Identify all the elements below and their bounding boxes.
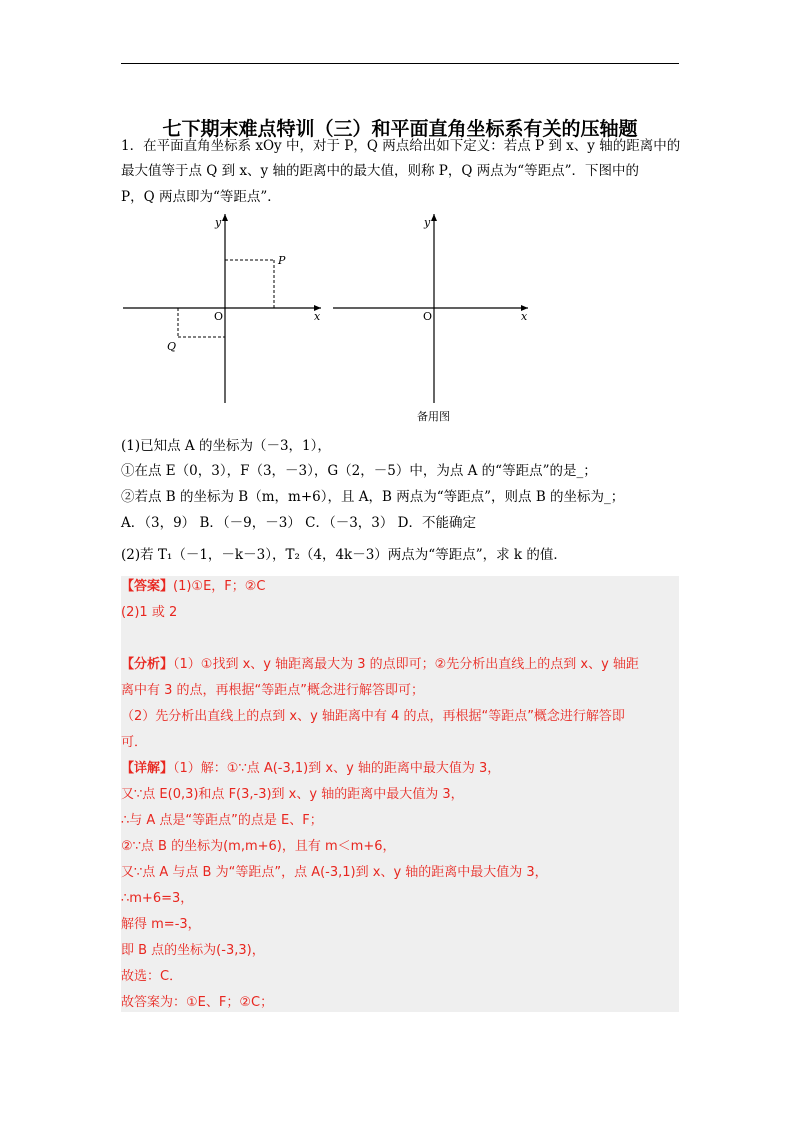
page-title: 七下期末难点特训（三）和平面直角坐标系有关的压轴题 [162, 118, 638, 140]
detail-line-5: 又∵点 A 与点 B 为“等距点”，点 A(-3,1)到 x、y 轴的距离中最大值为 3， [121, 865, 548, 880]
right-origin-label: O [423, 310, 433, 323]
coordinate-figures [121, 210, 541, 425]
answer-part-1: (1)①E，F；②C [173, 579, 266, 594]
detail-line-9: 故选：C． [121, 969, 183, 984]
left-coordinate-plane [123, 214, 321, 403]
answer-part-2: (2)1 或 2 [121, 605, 178, 620]
detail-line-1: 【详解】（1）解：①∵点 A(-3,1)到 x、y 轴的距离中最大值为 3， [121, 761, 501, 776]
part-1-stem: (1)已知点 A 的坐标为（－3，1）， [121, 438, 331, 454]
header-rule [121, 63, 679, 64]
analysis-tag: 【分析】 [121, 657, 174, 672]
detail-tag: 【详解】 [121, 761, 174, 776]
right-x-label: x [521, 310, 528, 323]
q-label: Q [167, 340, 177, 353]
left-y-label: y [215, 216, 222, 229]
spare-figure-caption: 备用图 [417, 410, 450, 423]
detail-line-7: 解得 m=-3， [121, 917, 201, 932]
analysis-line-4: 可． [121, 735, 148, 750]
question-intro-line-2: 最大值等于点 Q 到 x、y 轴的距离中的最大值，则称 P，Q 两点为“等距点”．下图中的 [121, 163, 640, 179]
analysis-line-1: 【分析】（1）①找到 x、y 轴距离最大为 3 的点即可；②先分析出直线上的点到 x、y 轴距 [121, 657, 639, 672]
answer-tag: 【答案】 [121, 579, 174, 594]
right-y-arrow [431, 214, 437, 221]
left-origin-label: O [214, 310, 224, 323]
analysis-line-2: 离中有 3 的点，再根据“等距点”概念进行解答即可； [121, 683, 425, 698]
detail-line-10: 故答案为：①E、F；②C； [121, 995, 274, 1010]
part-2-stem: (2)若 T₁（－1，－k－3），T₂（4，4k－3）两点为“等距点”，求 k 的值． [121, 547, 567, 563]
choice-options: A．（3，9） B．（－9，－3） C．（－3，3） D．不能确定 [121, 515, 476, 531]
detail-line-6: ∴m+6=3， [121, 891, 194, 906]
detail-line-8: 即 B 点的坐标为(-3,3)， [121, 943, 265, 958]
detail-line-4: ②∵点 B 的坐标为(m,m+6)，且有 m＜m+6， [121, 839, 396, 854]
p-label: P [278, 254, 286, 267]
question-intro-line-1: 1．在平面直角坐标系 xOy 中，对于 P，Q 两点给出如下定义：若点 P 到 x、y 轴的距离中的 [121, 138, 681, 154]
left-y-arrow [222, 214, 228, 221]
detail-line-2: 又∵点 E(0,3)和点 F(3,-3)到 x、y 轴的距离中最大值为 3， [121, 787, 464, 802]
answer-line-1 [121, 578, 679, 596]
detail-line-3: ∴与 A 点是“等距点”的点是 E、F； [121, 813, 323, 828]
part-1-item-2: ②若点 B 的坐标为 B（m，m+6），且 A，B 两点为“等距点”，则点 B 的坐标为_； [121, 489, 625, 505]
part-1-item-1: ①在点 E（0，3），F（3，－3），G（2，－5）中，为点 A 的“等距点”的是_； [121, 463, 597, 479]
question-intro-line-3: P，Q 两点即为“等距点”． [121, 189, 281, 205]
left-x-label: x [314, 310, 321, 323]
right-y-label: y [424, 216, 431, 229]
right-coordinate-plane [333, 214, 528, 423]
answer-panel [121, 576, 679, 1012]
analysis-line-3: （2）先分析出直线上的点到 x、y 轴距离中有 4 的点，再根据“等距点”概念进行解答即 [121, 709, 625, 724]
